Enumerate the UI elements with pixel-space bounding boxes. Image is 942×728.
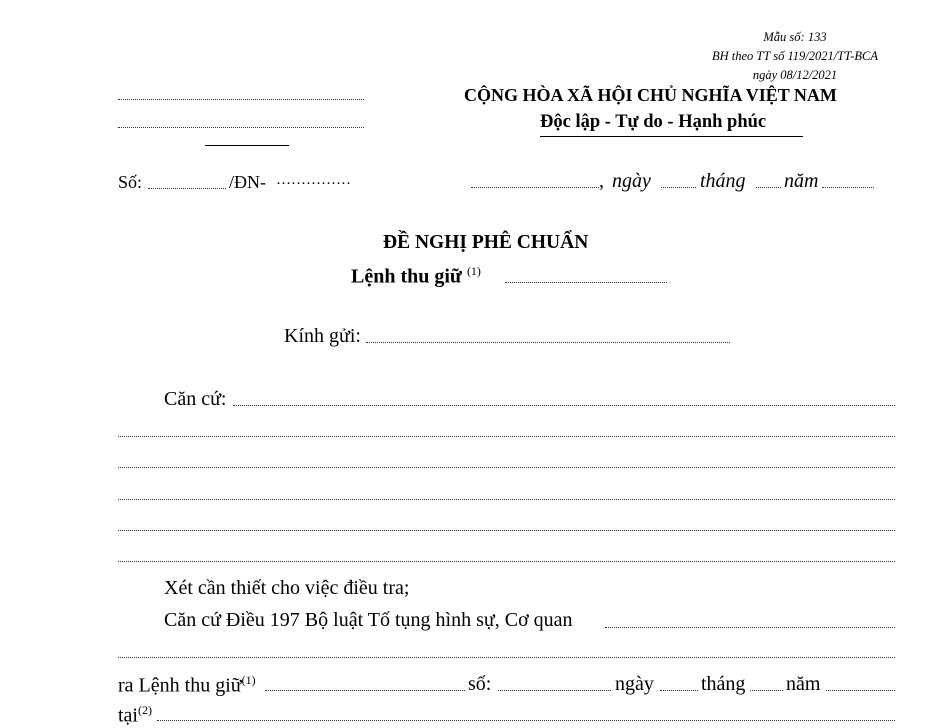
motto: Độc lập - Tự do - Hạnh phúc bbox=[540, 112, 767, 132]
so-label: Số: bbox=[118, 172, 143, 192]
basis-field-5[interactable] bbox=[118, 530, 895, 531]
basis-field-2[interactable] bbox=[118, 436, 895, 437]
month-field[interactable] bbox=[756, 187, 781, 188]
basis-field-4[interactable] bbox=[118, 499, 895, 500]
motto-underline bbox=[540, 136, 803, 137]
agency-line-1[interactable] bbox=[118, 99, 364, 100]
location-label: tại bbox=[118, 704, 138, 727]
recipient-label: Kính gửi: bbox=[284, 325, 361, 347]
date-ngay: ngày bbox=[612, 170, 651, 192]
doc-suffix-dots[interactable]: …………… bbox=[276, 172, 351, 188]
order-year-field[interactable] bbox=[826, 690, 895, 691]
location-line bbox=[118, 703, 152, 728]
agency-field[interactable] bbox=[605, 627, 895, 628]
agency-underline bbox=[205, 145, 289, 146]
order-type-field[interactable] bbox=[505, 282, 667, 283]
date-thang: tháng bbox=[700, 170, 746, 192]
location-note: (2) bbox=[138, 703, 152, 717]
year-field[interactable] bbox=[822, 187, 874, 188]
order-label: ra Lệnh thu giữ bbox=[118, 674, 242, 697]
document-title: ĐỀ NGHỊ PHÊ CHUẨN bbox=[383, 232, 589, 253]
nation-name: CỘNG HÒA XÃ HỘI CHỦ NGHĨA VIỆT NAM bbox=[464, 85, 837, 105]
agency-field-2[interactable] bbox=[118, 657, 895, 658]
form-meta bbox=[690, 28, 900, 85]
basis-label: Căn cứ: bbox=[164, 388, 227, 410]
order-month-label: tháng bbox=[701, 673, 746, 695]
subtitle-text: Lệnh thu giữ bbox=[351, 265, 462, 288]
agency-line-2[interactable] bbox=[118, 127, 364, 128]
order-number-field[interactable] bbox=[498, 690, 611, 691]
order-year-label: năm bbox=[786, 673, 821, 695]
doc-number-field[interactable] bbox=[148, 188, 226, 189]
recipient-field[interactable] bbox=[366, 342, 730, 343]
location-field[interactable] bbox=[157, 720, 895, 721]
basis-field-3[interactable] bbox=[118, 467, 895, 468]
order-day-label: ngày bbox=[615, 673, 654, 695]
order-line bbox=[118, 673, 256, 698]
legal-basis-text: Căn cứ Điều 197 Bộ luật Tố tụng hình sự, Cơ quan bbox=[164, 609, 573, 631]
doc-suffix: /ĐN- bbox=[229, 172, 266, 192]
basis-field-6[interactable] bbox=[118, 561, 895, 562]
form-number: Mẫu số: 133 bbox=[763, 30, 827, 44]
order-note: (1) bbox=[241, 673, 256, 687]
order-month-field[interactable] bbox=[750, 690, 783, 691]
form-date: ngày 08/12/2021 bbox=[752, 68, 838, 82]
form-regulation: BH theo TT số 119/2021/TT-BCA bbox=[712, 49, 878, 63]
place-field[interactable] bbox=[471, 187, 599, 188]
order-type-field-2[interactable] bbox=[265, 690, 465, 691]
basis-field-1[interactable] bbox=[233, 405, 895, 406]
day-field[interactable] bbox=[661, 187, 696, 188]
necessity-text: Xét cần thiết cho việc điều tra; bbox=[164, 577, 410, 599]
date-nam: năm bbox=[784, 170, 819, 192]
document-subtitle bbox=[351, 264, 481, 289]
date-comma: , bbox=[599, 170, 604, 192]
order-number-label: số: bbox=[468, 673, 492, 695]
subtitle-note: (1) bbox=[466, 264, 481, 278]
order-day-field[interactable] bbox=[660, 690, 698, 691]
